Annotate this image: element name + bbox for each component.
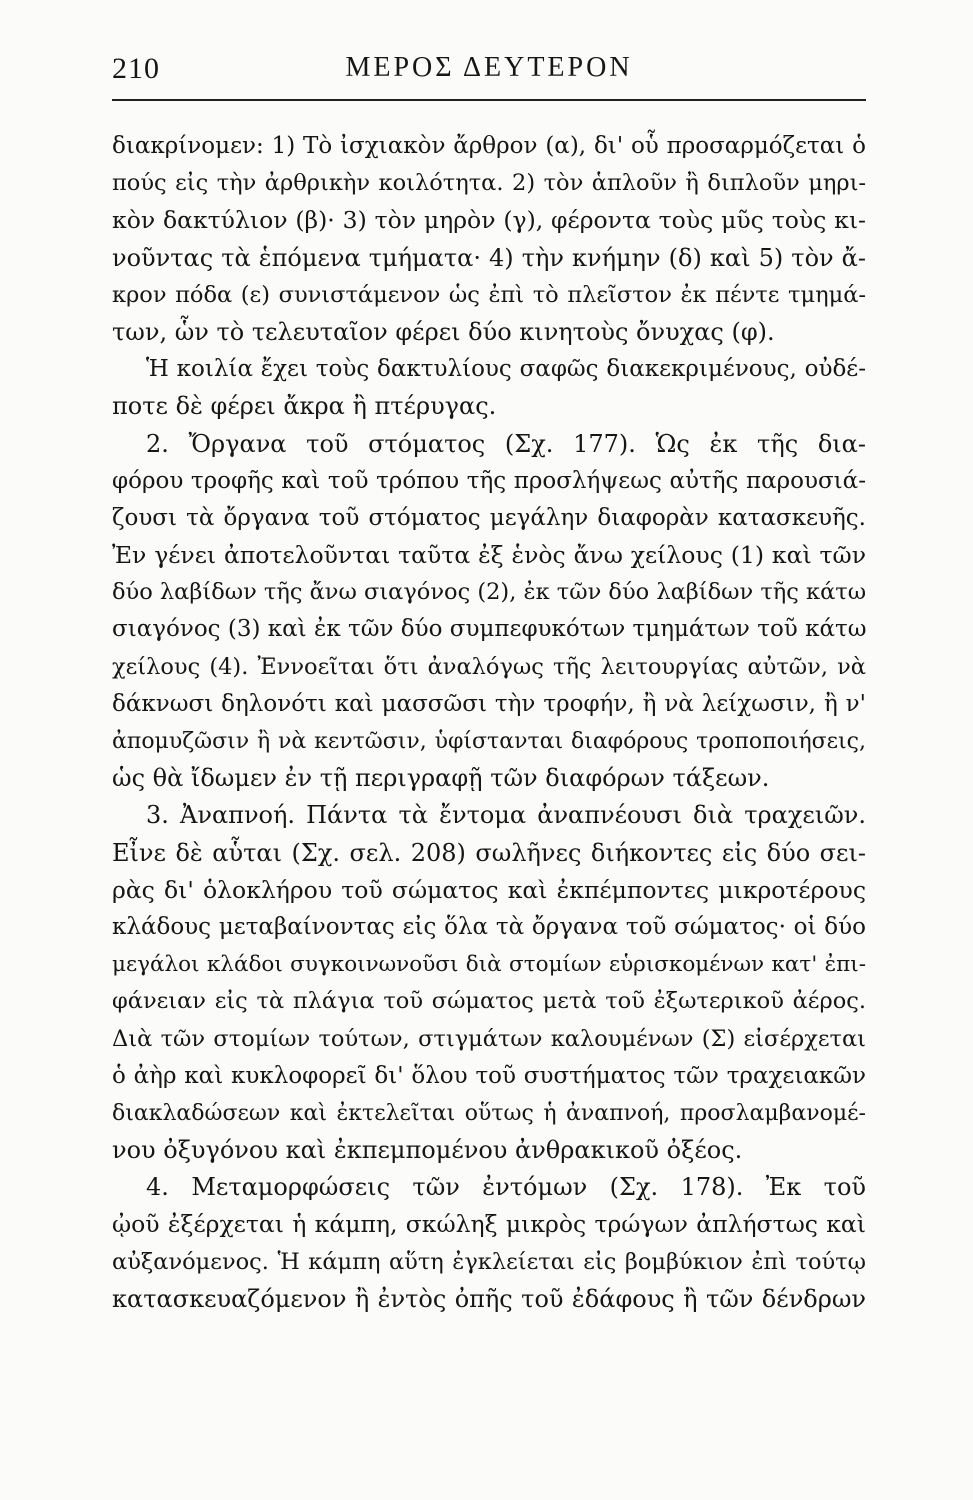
text-line: ποτε δὲ φέρει ἄκρα ἢ πτέρυγας. <box>112 392 497 421</box>
page-header <box>112 52 866 102</box>
text-line: φάνειαν εἰς τὰ πλάγια τοῦ σώματος μετὰ τοῦ ἐξωτερικοῦ ἀέρος. <box>112 988 866 1015</box>
running-head: ΜΕΡΟΣ ΔΕΥΤΕΡΟΝ <box>345 52 633 83</box>
text-line: διακλαδώσεων καὶ ἐκτελεῖται οὕτως ἡ ἀναπνοή, προσλαμβανομέ- <box>112 1100 866 1126</box>
text-line: Ἡ κοιλία ἔχει τοὺς δακτυλίους σαφῶς διακεκριμένους, οὐδέ- <box>146 356 866 383</box>
section-heading-metamorphosis: 4. Μεταμορφώσεις τῶν ἐντόμων (Σχ. 178). Ἐκ τοῦ <box>146 1173 866 1202</box>
page-number: 210 <box>112 52 160 85</box>
text-line: σιαγόνος (3) καὶ ἐκ τῶν δύο συμπεφυκότων τμημάτων τοῦ κάτω <box>112 616 866 643</box>
text-line: αὐξανόμενος. Ἡ κάμπη αὕτη ἐγκλείεται εἰς βομβύκιον ἐπὶ τούτῳ <box>112 1248 866 1275</box>
text-line: κλάδους μεταβαίνοντας εἰς ὅλα τὰ ὄργανα τοῦ σώματος· οἱ δύο <box>112 913 866 940</box>
text-line: ὁ ἀὴρ καὶ κυκλοφορεῖ δι' ὅλου τοῦ συστήματος τῶν τραχειακῶν <box>112 1062 866 1089</box>
text-line: δύο λαβίδων τῆς ἄνω σιαγόνος (2), ἐκ τῶν δύο λαβίδων τῆς κάτω <box>112 579 866 606</box>
text-line: ᾠοῦ ἐξέρχεται ἡ κάμπη, σκώληξ μικρὸς τρώγων ἀπλήστως καὶ <box>112 1210 866 1239</box>
text-line: νου ὀξυγόνου καὶ ἐκπεμπομένου ἀνθρακικοῦ ὀξέος. <box>112 1136 743 1165</box>
text-line: κατασκευαζόμενον ἢ ἐντὸς ὀπῆς τοῦ ἐδάφους ἢ τῶν δένδρων <box>112 1284 866 1313</box>
text-line: Εἶνε δὲ αὗται (Σχ. σελ. 208) σωλῆνες διήκοντες εἰς δύο σει- <box>112 838 866 867</box>
text-line: ἀπομυζῶσιν ἢ νὰ κεντῶσιν, ὑφίστανται διαφόρους τροποποιήσεις, <box>112 729 866 754</box>
text-line: ζουσι τὰ ὄργανα τοῦ στόματος μεγάλην διαφορὰν κατασκευῆς. <box>112 504 866 531</box>
text-line: μεγάλοι κλάδοι συγκοινωνοῦσι διὰ στομίων εὑρισκομένων κατ' ἐπι- <box>112 952 866 978</box>
text-line: χείλους (4). Ἐννοεῖται ὅτι ἀναλόγως τῆς λειτουργίας αὐτῶν, νὰ <box>112 653 866 680</box>
text-line: νοῦντας τὰ ἑπόμενα τμήματα· 4) τὴν κνήμην (δ) καὶ 5) τὸν ἄ- <box>112 243 866 272</box>
text-line: κρον πόδα (ε) συνιστάμενον ὡς ἐπὶ τὸ πλεῖστον ἐκ πέντε τμημά- <box>112 281 866 308</box>
text-line: κὸν δακτύλιον (β)· 3) τὸν μηρὸν (γ), φέροντα τοὺς μῦς τοὺς κι- <box>112 206 866 235</box>
header-rule <box>112 99 866 101</box>
text-line: Διὰ τῶν στομίων τούτων, στιγμάτων καλουμένων (Σ) εἰσέρχεται <box>112 1025 866 1052</box>
text-line: δάκνωσι δηλονότι καὶ μασσῶσι τὴν τροφήν, ἢ νὰ λείχωσιν, ἢ ν' <box>112 690 866 717</box>
text-line: πούς εἰς τὴν ἀρθρικὴν κοιλότητα. 2) τὸν ἁπλοῦν ἢ διπλοῦν μηρι- <box>112 170 866 197</box>
section-heading-respiration: 3. Ἀναπνοή. Πάντα τὰ ἔντομα ἀναπνέουσι διὰ τραχειῶν. <box>146 801 866 830</box>
text-line: ρὰς δι' ὁλοκλήρου τοῦ σώματος καὶ ἐκπέμποντες μικροτέρους <box>112 875 866 904</box>
section-heading-mouthparts: 2. Ὄργανα τοῦ στόματος (Σχ. 177). Ὡς ἐκ τῆς δια- <box>146 429 866 458</box>
text-line: των, ὧν τὸ τελευταῖον φέρει δύο κινητοὺς ὄνυχας (φ). <box>112 317 775 346</box>
text-line: ὡς θὰ ἴδωμεν ἐν τῇ περιγραφῇ τῶν διαφόρων τάξεων. <box>112 764 770 793</box>
body-text <box>112 128 866 1318</box>
text-line: φόρου τροφῆς καὶ τοῦ τρόπου τῆς προσλήψεως αὐτῆς παρουσιά- <box>112 467 866 494</box>
text-line: Ἐν γένει ἀποτελοῦνται ταῦτα ἐξ ἑνὸς ἄνω χείλους (1) καὶ τῶν <box>112 541 866 570</box>
text-line: διακρίνομεν: 1) Τὸ ἰσχιακὸν ἄρθρον (α), δι' οὗ προσαρμόζεται ὁ <box>112 133 866 159</box>
